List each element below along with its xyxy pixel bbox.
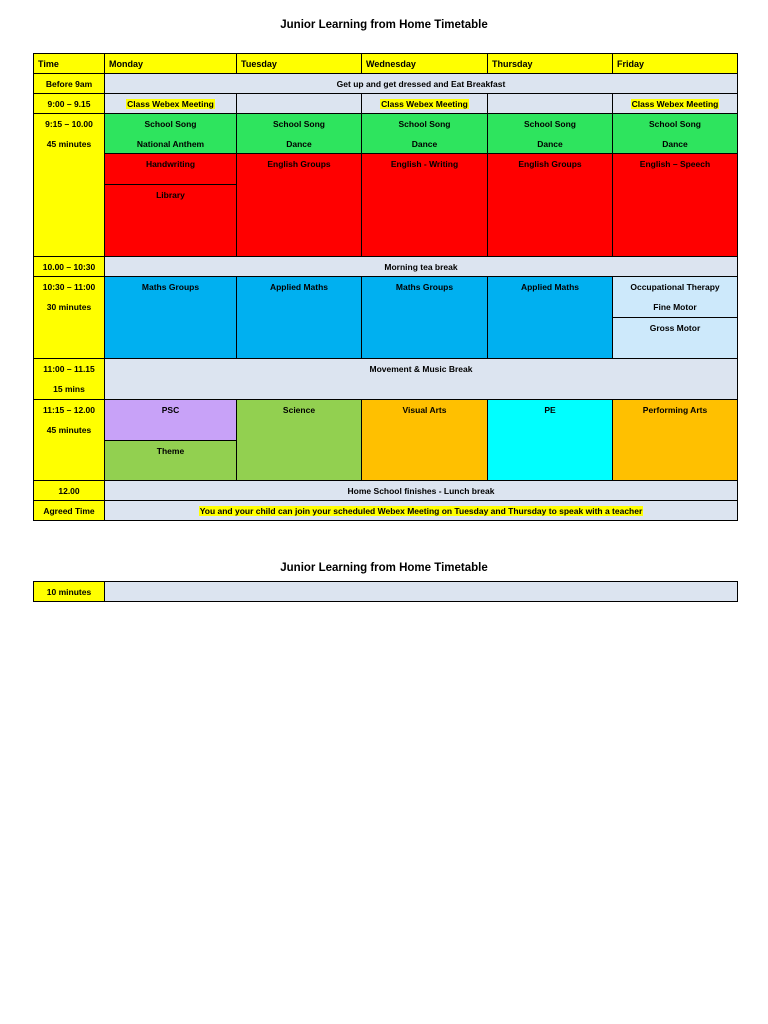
webex-wednesday-text: Class Webex Meeting (381, 99, 468, 109)
song-monday-2: National Anthem (136, 139, 205, 149)
time-agreed: Agreed Time (33, 500, 105, 521)
webex-wednesday (361, 93, 488, 114)
page-title: Junior Learning from Home Timetable (280, 19, 488, 31)
occupational-therapy: Occupational Therapy (630, 282, 720, 292)
time-afternoon (33, 399, 105, 481)
header-wednesday: Wednesday (361, 53, 488, 74)
time-915 (33, 113, 105, 257)
header-thursday: Thursday (487, 53, 613, 74)
psc-monday: PSC (104, 399, 237, 441)
performing-arts-friday: Performing Arts (612, 399, 738, 481)
song-friday-1: School Song (649, 119, 701, 129)
time-before-9am: Before 9am (33, 73, 105, 94)
maths-friday-bottom: Gross Motor (612, 317, 738, 359)
maths-wednesday: Maths Groups (361, 276, 488, 359)
english-wednesday: English - Writing (361, 153, 488, 257)
maths-monday: Maths Groups (104, 276, 237, 359)
song-monday (104, 113, 237, 154)
maths-thursday: Applied Maths (487, 276, 613, 359)
english-friday: English – Speech (612, 153, 738, 257)
time-maths-duration: 30 minutes (46, 302, 92, 312)
noon-cell: Home School finishes - Lunch break (104, 480, 738, 501)
english-monday-top: Handwriting (104, 153, 237, 185)
agreed-cell (104, 500, 738, 521)
time-915-range: 9:15 – 10.00 (45, 119, 93, 129)
movement-cell: Movement & Music Break (104, 358, 738, 400)
webex-thursday (487, 93, 613, 114)
pe-thursday: PE (487, 399, 613, 481)
header-friday: Friday (612, 53, 738, 74)
time-movement-range: 11:00 – 11.15 (43, 364, 95, 374)
header-tuesday: Tuesday (236, 53, 362, 74)
webex-friday (612, 93, 738, 114)
webex-monday (104, 93, 237, 114)
tea-cell: Morning tea break (104, 256, 738, 277)
fine-motor: Fine Motor (653, 302, 697, 312)
theme-monday: Theme (104, 440, 237, 481)
breakfast-cell: Get up and get dressed and Eat Breakfast (104, 73, 738, 94)
time-afternoon-range: 11:15 – 12.00 (43, 405, 95, 415)
english-tuesday: English Groups (236, 153, 362, 257)
song-wednesday-2: Dance (411, 139, 438, 149)
header-time: Time (33, 53, 105, 74)
second-time: 10 minutes (33, 581, 105, 602)
song-thursday-2: Dance (537, 139, 563, 149)
song-friday-2: Dance (662, 139, 688, 149)
time-915-duration: 45 minutes (46, 139, 92, 149)
second-cell (104, 581, 738, 602)
song-tuesday (236, 113, 362, 154)
webex-friday-text: Class Webex Meeting (631, 99, 719, 109)
song-monday-1: School Song (144, 119, 197, 129)
webex-tuesday (236, 93, 362, 114)
maths-tuesday: Applied Maths (236, 276, 362, 359)
song-tuesday-1: School Song (273, 119, 325, 129)
timetable (33, 53, 738, 521)
time-noon: 12.00 (33, 480, 105, 501)
song-thursday (487, 113, 613, 154)
header-monday: Monday (104, 53, 237, 74)
time-movement-duration: 15 mins (53, 384, 85, 394)
time-afternoon-duration: 45 minutes (46, 425, 92, 435)
second-title: Junior Learning from Home Timetable (280, 562, 488, 574)
song-tuesday-2: Dance (286, 139, 312, 149)
science-tuesday: Science (236, 399, 362, 481)
time-tea: 10.00 – 10:30 (33, 256, 105, 277)
visual-arts-wednesday: Visual Arts (361, 399, 488, 481)
english-monday-bottom: Library (104, 184, 237, 257)
song-wednesday (361, 113, 488, 154)
agreed-text: You and your child can join your scheduled Webex Meeting on Tuesday and Thursday to speak with a teacher (199, 506, 643, 516)
webex-monday-text: Class Webex Meeting (127, 99, 214, 109)
time-maths (33, 276, 105, 359)
second-timetable (33, 581, 738, 602)
song-wednesday-1: School Song (398, 119, 451, 129)
time-movement (33, 358, 105, 400)
maths-friday-top (612, 276, 738, 318)
song-thursday-1: School Song (524, 119, 576, 129)
english-thursday: English Groups (487, 153, 613, 257)
time-maths-range: 10:30 – 11:00 (42, 282, 96, 292)
song-friday (612, 113, 738, 154)
time-webex: 9:00 – 9.15 (33, 93, 105, 114)
